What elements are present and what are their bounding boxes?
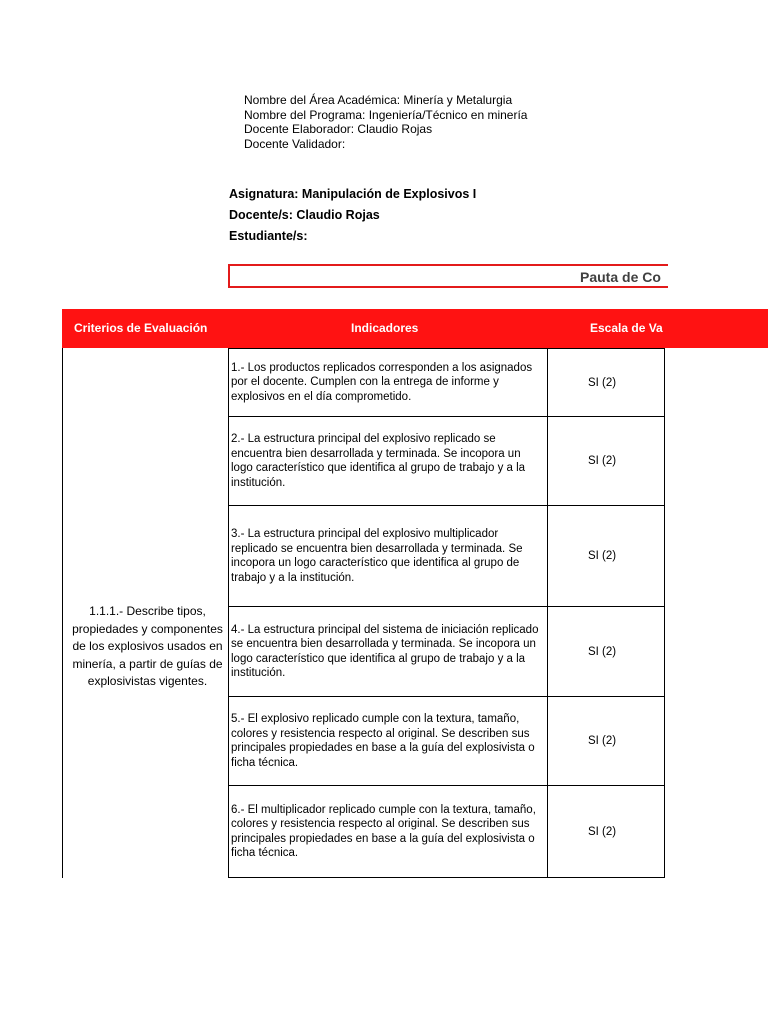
table-row (228, 606, 665, 697)
teachers: Docente/s: Claudio Rojas (229, 208, 380, 222)
students: Estudiante/s: (229, 229, 308, 243)
table-row (228, 696, 665, 786)
indicator-cell: 2.- La estructura principal del explosivo replicado se encuentra bien desarrollada y terminada. Se incopora un logo característico que identifica al grupo de trabajo y a la institución. (229, 417, 548, 505)
title-box (228, 264, 668, 288)
table-row (228, 785, 665, 878)
table-row (228, 416, 665, 506)
scale-cell: SI (2) (587, 825, 617, 838)
scale-cell: SI (2) (587, 376, 617, 389)
indicator-cell: 3.- La estructura principal del explosivo multiplicador replicado se encuentra bien desarrollada y terminada. Se incopora un logo característico que identifica al grupo de trabajo y a la institución. (229, 506, 548, 606)
scale-cell: SI (2) (587, 550, 617, 562)
program-info (244, 93, 527, 151)
scale-cell: SI (2) (587, 735, 617, 747)
scale-cell: SI (2) (587, 645, 617, 658)
program-name: Nombre del Programa: Ingeniería/Técnico en minería (244, 107, 528, 122)
area-name: Nombre del Área Académica: Minería y Metalurgia (244, 93, 513, 107)
indicator-cell: 6.- El multiplicador replicado cumple con la textura, tamaño, colores y resistencia respecto al original. Se describen sus principales propiedades en base a la guía del explosivista o ficha técnica. (229, 786, 548, 877)
criterion-text: 1.1.1.- Describe tipos, propiedades y componentes de los explosivos usados en minería, a partir de guías de explosivistas vigentes. (72, 604, 223, 688)
criteria-column (62, 348, 228, 878)
table-header (62, 309, 768, 348)
scale-cell: SI (2) (587, 455, 617, 467)
table-row (228, 348, 665, 417)
indicator-cell: 5.- El explosivo replicado cumple con la textura, tamaño, colores y resistencia respecto al original. Se describen sus principales propiedades en base a la guía del explosivista o ficha técnica. (229, 697, 548, 785)
header-criteria: Criterios de Evaluación (74, 321, 208, 335)
subject-name: Asignatura: Manipulación de Explosivos I (229, 187, 477, 201)
page-title: Pauta de Co (580, 269, 661, 285)
indicator-cell: 1.- Los productos replicados corresponden a los asignados por el docente. Cumplen con la entrega de informe y explosivos en el día comprometido. (229, 349, 548, 416)
table-row (228, 505, 665, 607)
indicator-cell: 4.- La estructura principal del sistema de iniciación replicado se encuentra bien desarrollada y terminada. Se incopora un logo característico que identifica al grupo de trabajo y a la institución. (229, 607, 548, 696)
header-indicators: Indicadores (351, 321, 419, 335)
author-name: Docente Elaborador: Claudio Rojas (244, 122, 433, 136)
subject-info (229, 184, 476, 247)
header-scale: Escala de Va (590, 321, 663, 335)
validator-name: Docente Validador: (244, 136, 346, 151)
